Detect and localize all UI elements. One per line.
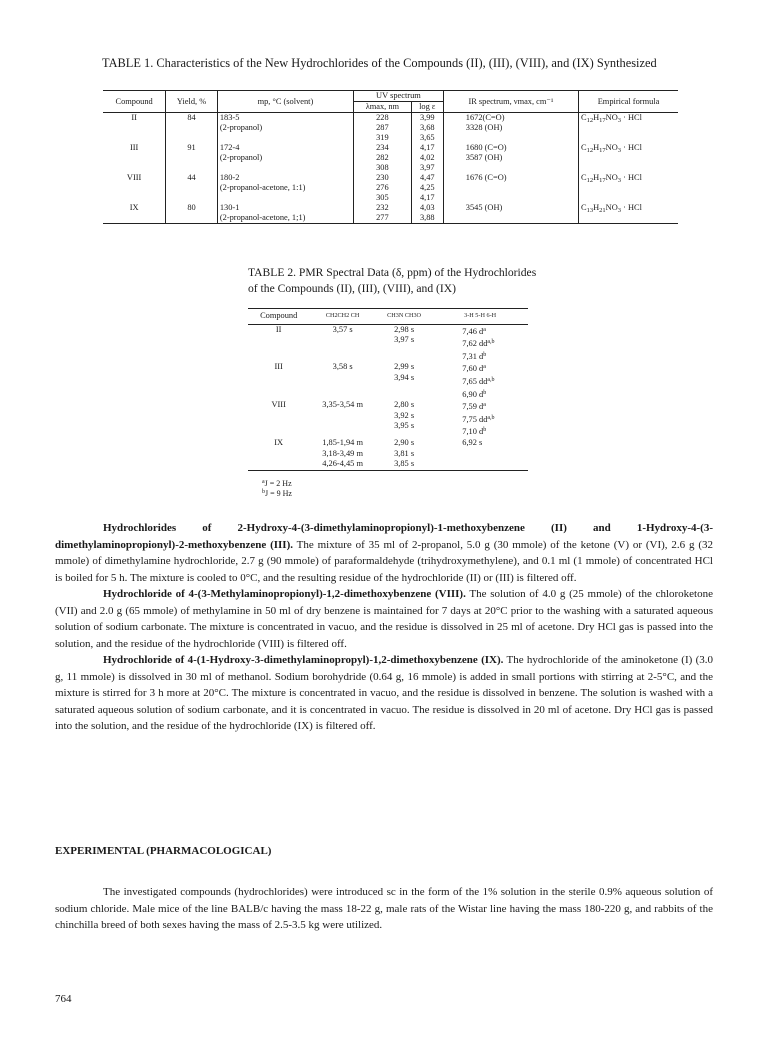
t2-cell-compound: VIII xyxy=(271,400,286,410)
table1 xyxy=(103,90,678,224)
t1-cell-yield: 84 xyxy=(166,113,218,144)
paragraph-1-title: Hydrochlorides of 2-Hydroxy-4-(3-dimethylaminopropionyl)-1-methoxybenzene (II) and 1-Hydroxy-4-(3-dimethylaminopropionyl)-2-methoxybenzene (III). xyxy=(55,522,713,551)
paragraph-3-title: Hydrochloride of 4-(1-Hydroxy-3-dimethylaminopropyl)-1,2-dimethoxybenzene (IX). xyxy=(103,654,504,666)
t2-cell-compound: III xyxy=(274,362,283,372)
section-title: EXPERIMENTAL (PHARMACOLOGICAL) xyxy=(55,845,272,857)
t1-cell-loge: 4,03 3,88 xyxy=(411,203,443,224)
t1-cell-formula: $C_{12}H_{17}NO_3$ · HCl xyxy=(579,173,678,203)
t2-cell-col3: 7,60 $d^a$ 7,65 dd$^{a,b}$ 6,90 $d^b$ xyxy=(462,364,495,399)
footnote-b: $^b$J = 9 Hz xyxy=(262,489,292,498)
t2-header-col3: 3-H 5-H 6-H xyxy=(432,309,528,325)
t2-cell-col2: 2,80 s 3,92 s 3,95 s xyxy=(394,400,415,431)
t1-cell-compound: IX xyxy=(103,203,166,224)
paragraph-1 xyxy=(55,520,713,586)
t1-cell-compound: III xyxy=(129,143,139,152)
t1-cell-lambda: 230 276 305 xyxy=(354,173,412,203)
t1-cell-mp: 172-4 (2-propanol) xyxy=(217,143,353,173)
t1-cell-mp: 180-2 (2-propanol-acetone, 1:1) xyxy=(217,173,353,203)
table2 xyxy=(248,308,528,471)
t1-row xyxy=(103,113,678,144)
t1-cell-lambda: 232 277 xyxy=(354,203,412,224)
t2-header-col2: CH3N CH3O xyxy=(376,309,432,325)
t1-header-ir: IR spectrum, νmax, cm⁻¹ xyxy=(443,91,578,113)
t1-cell-mp: 130-1 (2-propanol-acetone, 1;1) xyxy=(217,203,353,224)
t1-header-compound: Compound xyxy=(103,91,166,113)
t1-cell-loge: 4,47 4,25 4,17 xyxy=(411,173,443,203)
footnote-a: $^a$J = 2 Hz xyxy=(262,479,292,488)
t2-row xyxy=(248,438,528,470)
paragraph-2 xyxy=(55,586,713,652)
t2-cell-col3: 7,46 $d^a$ 7,62 dd$^{a,b}$ 7,31 $d^b$ xyxy=(462,326,495,361)
t1-cell-yield: 44 xyxy=(166,173,218,203)
table2-footnotes xyxy=(262,478,292,498)
t2-cell-col2: 2,99 s 3,94 s xyxy=(394,362,415,382)
paragraph-3-body: The hydrochloride of the aminoketone (I) (3.0 g, 11 mmole) is dissolved in 30 ml of methanol. Sodium borohydride (0.64 g, 16 mmole) is added in small portions with stirring at 2-5°C, and the mixture is stirred for 3 h more at 20°C. The mixture is concentrated in vacuo, and the residue is dissolved in benzene. The solution is washed with a saturated aqueous solution of sodium carbonate, and it is concentrated in vacuo. The residue is dissolved in 20 ml of acetone. Dry HCl gas is passed into the solution, and the residue of the hydrochloride (IX) is filtered off. xyxy=(55,654,713,732)
paragraph-2-body: The solution of 4.0 g (25 mmole) of the chloroketone (VII) and 2.0 g (65 mmole) of methylamine in 50 ml of dry benzene is maintained for 7 days at 20°C prior to the washing with a saturated aqueous solution of sodium carbonate. The mixture is concentrated in vacuo, and the residue is dissolved in 25 ml of acetone. Dry HCl gas is passed into the solution, and the residue of the hydrochloride (VIII) is filtered off. xyxy=(55,588,713,650)
t1-header-yield: Yield, % xyxy=(166,91,218,113)
t1-cell-formula: $C_{12}H_{17}NO_3$ · HCl xyxy=(579,113,678,144)
t1-cell-formula: $C_{13}H_{21}NO_3$ · HCl xyxy=(579,203,678,224)
t1-cell-formula: $C_{12}H_{17}NO_3$ · HCl xyxy=(579,143,678,173)
t1-row xyxy=(103,203,678,224)
t1-cell-ir: 1672(C=O) 3328 (OH) xyxy=(443,113,578,144)
t1-header-loge: log ε xyxy=(411,102,443,113)
t1-cell-compound: II xyxy=(131,113,137,122)
t1-row xyxy=(103,173,678,203)
table1-title: TABLE 1. Characteristics of the New Hydrochlorides of the Compounds (II), (III), (VIII), and (IX) Synthesized xyxy=(102,56,657,70)
page-number: 764 xyxy=(55,993,72,1005)
t2-cell-col3: 7,59 $d^a$ 7,75 dd$^{a,b}$ 7,10 $d^b$ xyxy=(462,402,495,437)
t1-header-formula: Empirical formula xyxy=(579,91,678,113)
paragraph-4: The investigated compounds (hydrochlorides) were introduced sc in the form of the 1% solution in the sterile 0.9% aqueous solution of sodium chloride. Male mice of the line BALB/c having the mass 18-22 g, male rats of the Wistar line having the mass 180-220 g, and rabbits of the chinchilla breed of both sexes having the mass of 2.5-3.5 kg were utilized. xyxy=(55,886,713,931)
t2-header-compound: Compound xyxy=(248,309,309,325)
t2-row xyxy=(248,362,528,400)
t2-row xyxy=(248,324,528,362)
experimental-text xyxy=(55,520,713,735)
table2-title: TABLE 2. PMR Spectral Data (δ, ppm) of the Hydrochlorides of the Compounds (II), (III), (VIII), and (IX) xyxy=(248,266,537,295)
t1-header-lambda: λmax, nm xyxy=(354,102,412,113)
t1-cell-lambda: 234 282 308 xyxy=(354,143,412,173)
pharmacological-text xyxy=(55,884,713,934)
t1-row xyxy=(103,143,678,173)
t2-cell-col1: 3,35-3,54 m xyxy=(322,400,363,410)
t2-cell-col2: 2,98 s 3,97 s xyxy=(394,324,415,345)
t1-cell-ir: 3545 (OH) xyxy=(443,203,578,224)
t1-cell-loge: 3,99 3,68 3,65 xyxy=(411,113,443,144)
t1-cell-ir: 1680 (C=O) 3587 (OH) xyxy=(443,143,578,173)
t1-cell-ir: 1676 (C=O) xyxy=(443,173,578,203)
t1-cell-compound: VIII xyxy=(126,173,142,182)
t1-cell-lambda: 228 287 319 xyxy=(354,113,412,144)
t2-row xyxy=(248,400,528,438)
t2-cell-col1: 3,57 s xyxy=(332,324,353,334)
t1-cell-loge: 4,17 4,02 3,97 xyxy=(411,143,443,173)
paragraph-1-body: The mixture of 35 ml of 2-propanol, 5.0 g (30 mmole) of the ketone (V) or (VI), 2.6 g (32 mmole) of dimethylamine hydrochloride, 2.7 g (90 mmole) of paraformaldehyde (trihydroxymethylene), and 0.1 ml (1 mmole) of concentrated HCl is boiled for 5 h. The mixture is cooled to 0°C, and the resulting residue of the hydrochloride (II) or (III) is filtered off. xyxy=(55,538,713,584)
t2-cell-col1: 3,58 s xyxy=(332,362,353,372)
t1-cell-yield: 80 xyxy=(166,203,218,224)
t1-cell-yield: 91 xyxy=(166,143,218,173)
t2-cell-col3: 6,92 s xyxy=(432,438,528,470)
t2-cell-col1: 1,85-1,94 m 3,18-3,49 m 4,26-4,45 m xyxy=(309,438,376,470)
t1-header-uv: UV spectrum xyxy=(354,91,444,102)
t2-header-col1: CH2CH2 CH xyxy=(309,309,376,325)
paragraph-3 xyxy=(55,652,713,735)
t2-cell-col2: 2,90 s 3,81 s 3,85 s xyxy=(376,438,432,470)
t2-cell-compound: IX xyxy=(248,438,309,470)
t1-cell-mp: 183-5 (2-propanol) xyxy=(217,113,353,144)
paragraph-2-title: Hydrochloride of 4-(3-Methylaminopropionyl)-1,2-dimethoxybenzene (VIII). xyxy=(103,588,466,600)
t1-header-mp: mp, °C (solvent) xyxy=(217,91,353,113)
t2-cell-compound: II xyxy=(275,324,282,334)
